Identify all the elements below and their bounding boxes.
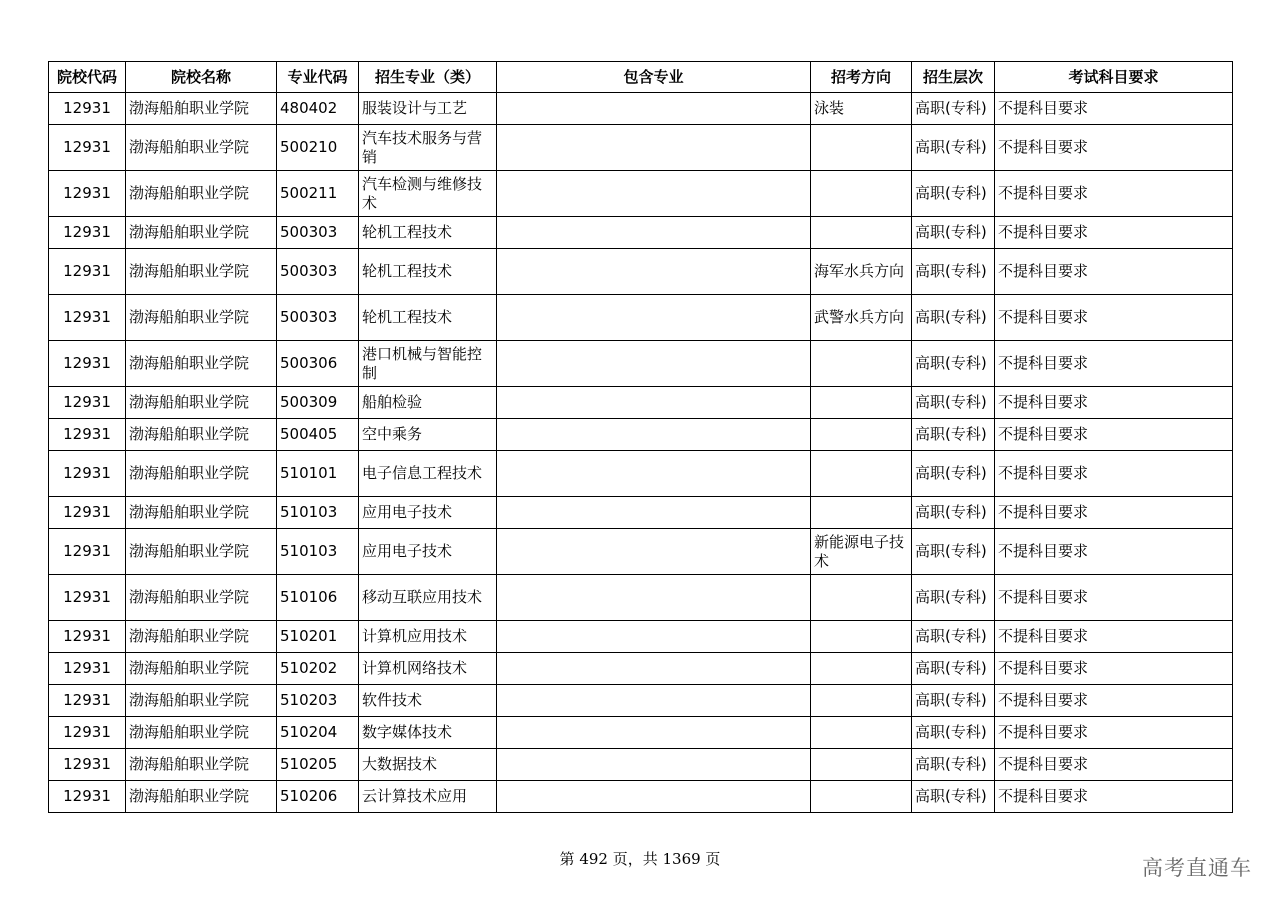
cell-major-code: 500306 xyxy=(277,341,359,387)
cell-school-name: 渤海船舶职业学院 xyxy=(126,749,277,781)
cell-major: 数字媒体技术 xyxy=(359,717,497,749)
cell-requirement: 不提科目要求 xyxy=(995,497,1233,529)
cell-major: 移动互联应用技术 xyxy=(359,575,497,621)
cell-level: 高职(专科) xyxy=(912,653,995,685)
table-row xyxy=(49,529,1233,575)
cell-level: 高职(专科) xyxy=(912,125,995,171)
table-row xyxy=(49,575,1233,621)
cell-school-code: 12931 xyxy=(49,653,126,685)
cell-major-code: 510206 xyxy=(277,781,359,813)
cell-requirement: 不提科目要求 xyxy=(995,419,1233,451)
table-row xyxy=(49,387,1233,419)
cell-level: 高职(专科) xyxy=(912,685,995,717)
cell-requirement: 不提科目要求 xyxy=(995,717,1233,749)
cell-direction xyxy=(811,749,912,781)
cell-school-name: 渤海船舶职业学院 xyxy=(126,451,277,497)
cell-level: 高职(专科) xyxy=(912,419,995,451)
cell-major-code: 510103 xyxy=(277,497,359,529)
cell-included xyxy=(497,93,811,125)
table-row xyxy=(49,621,1233,653)
table-row xyxy=(49,749,1233,781)
cell-major: 汽车技术服务与营销 xyxy=(359,125,497,171)
cell-major-code: 510201 xyxy=(277,621,359,653)
header-major: 招生专业（类） xyxy=(359,62,497,93)
header-level: 招生层次 xyxy=(912,62,995,93)
cell-major: 港口机械与智能控制 xyxy=(359,341,497,387)
cell-school-name: 渤海船舶职业学院 xyxy=(126,497,277,529)
cell-major-code: 510205 xyxy=(277,749,359,781)
cell-direction xyxy=(811,451,912,497)
cell-school-name: 渤海船舶职业学院 xyxy=(126,217,277,249)
cell-major: 轮机工程技术 xyxy=(359,295,497,341)
cell-included xyxy=(497,125,811,171)
cell-school-name: 渤海船舶职业学院 xyxy=(126,529,277,575)
cell-included xyxy=(497,387,811,419)
cell-school-code: 12931 xyxy=(49,781,126,813)
cell-major-code: 500303 xyxy=(277,217,359,249)
table-row xyxy=(49,93,1233,125)
cell-direction xyxy=(811,497,912,529)
cell-level: 高职(专科) xyxy=(912,341,995,387)
cell-major-code: 500309 xyxy=(277,387,359,419)
cell-major-code: 500303 xyxy=(277,295,359,341)
cell-major: 计算机应用技术 xyxy=(359,621,497,653)
cell-included xyxy=(497,217,811,249)
cell-included xyxy=(497,341,811,387)
table-row xyxy=(49,717,1233,749)
cell-major-code: 500210 xyxy=(277,125,359,171)
cell-major-code: 500211 xyxy=(277,171,359,217)
cell-school-name: 渤海船舶职业学院 xyxy=(126,171,277,217)
cell-included xyxy=(497,497,811,529)
cell-requirement: 不提科目要求 xyxy=(995,529,1233,575)
cell-included xyxy=(497,717,811,749)
cell-school-code: 12931 xyxy=(49,249,126,295)
header-school-code: 院校代码 xyxy=(49,62,126,93)
cell-direction xyxy=(811,781,912,813)
cell-level: 高职(专科) xyxy=(912,249,995,295)
cell-level: 高职(专科) xyxy=(912,749,995,781)
cell-requirement: 不提科目要求 xyxy=(995,621,1233,653)
cell-included xyxy=(497,419,811,451)
cell-school-name: 渤海船舶职业学院 xyxy=(126,125,277,171)
cell-major-code: 510106 xyxy=(277,575,359,621)
cell-level: 高职(专科) xyxy=(912,451,995,497)
header-school-name: 院校名称 xyxy=(126,62,277,93)
cell-level: 高职(专科) xyxy=(912,387,995,419)
header-requirement: 考试科目要求 xyxy=(995,62,1233,93)
header-major-code: 专业代码 xyxy=(277,62,359,93)
cell-direction: 新能源电子技术 xyxy=(811,529,912,575)
cell-major: 软件技术 xyxy=(359,685,497,717)
cell-level: 高职(专科) xyxy=(912,575,995,621)
cell-direction xyxy=(811,419,912,451)
header-direction: 招考方向 xyxy=(811,62,912,93)
cell-major: 电子信息工程技术 xyxy=(359,451,497,497)
table-row xyxy=(49,451,1233,497)
cell-school-name: 渤海船舶职业学院 xyxy=(126,419,277,451)
cell-requirement: 不提科目要求 xyxy=(995,749,1233,781)
cell-major: 应用电子技术 xyxy=(359,497,497,529)
cell-level: 高职(专科) xyxy=(912,295,995,341)
cell-requirement: 不提科目要求 xyxy=(995,217,1233,249)
header-included: 包含专业 xyxy=(497,62,811,93)
cell-direction: 泳装 xyxy=(811,93,912,125)
cell-direction xyxy=(811,653,912,685)
cell-major: 汽车检测与维修技术 xyxy=(359,171,497,217)
cell-requirement: 不提科目要求 xyxy=(995,387,1233,419)
cell-major-code: 500303 xyxy=(277,249,359,295)
cell-school-code: 12931 xyxy=(49,451,126,497)
admissions-table xyxy=(48,61,1233,813)
cell-major: 大数据技术 xyxy=(359,749,497,781)
cell-major-code: 510103 xyxy=(277,529,359,575)
cell-included xyxy=(497,749,811,781)
cell-requirement: 不提科目要求 xyxy=(995,653,1233,685)
cell-requirement: 不提科目要求 xyxy=(995,575,1233,621)
table-row xyxy=(49,295,1233,341)
cell-school-code: 12931 xyxy=(49,497,126,529)
cell-school-name: 渤海船舶职业学院 xyxy=(126,685,277,717)
cell-major: 应用电子技术 xyxy=(359,529,497,575)
page-footer: 第 492 页，共 1369 页 xyxy=(559,850,721,868)
cell-school-code: 12931 xyxy=(49,575,126,621)
cell-included xyxy=(497,295,811,341)
cell-school-code: 12931 xyxy=(49,93,126,125)
cell-school-name: 渤海船舶职业学院 xyxy=(126,341,277,387)
cell-major: 空中乘务 xyxy=(359,419,497,451)
cell-direction xyxy=(811,217,912,249)
table-row xyxy=(49,217,1233,249)
cell-level: 高职(专科) xyxy=(912,171,995,217)
table-row xyxy=(49,125,1233,171)
cell-school-name: 渤海船舶职业学院 xyxy=(126,653,277,685)
cell-school-name: 渤海船舶职业学院 xyxy=(126,621,277,653)
cell-direction xyxy=(811,717,912,749)
cell-requirement: 不提科目要求 xyxy=(995,295,1233,341)
cell-school-code: 12931 xyxy=(49,529,126,575)
cell-direction xyxy=(811,387,912,419)
cell-school-code: 12931 xyxy=(49,621,126,653)
table-row xyxy=(49,171,1233,217)
cell-level: 高职(专科) xyxy=(912,621,995,653)
cell-direction xyxy=(811,171,912,217)
cell-included xyxy=(497,451,811,497)
cell-included xyxy=(497,685,811,717)
cell-school-code: 12931 xyxy=(49,125,126,171)
cell-school-name: 渤海船舶职业学院 xyxy=(126,717,277,749)
cell-school-code: 12931 xyxy=(49,387,126,419)
cell-school-code: 12931 xyxy=(49,749,126,781)
cell-school-name: 渤海船舶职业学院 xyxy=(126,93,277,125)
cell-level: 高职(专科) xyxy=(912,93,995,125)
cell-major-code: 510204 xyxy=(277,717,359,749)
watermark: 高考直通车 xyxy=(1142,856,1252,880)
cell-major: 船舶检验 xyxy=(359,387,497,419)
cell-school-name: 渤海船舶职业学院 xyxy=(126,387,277,419)
cell-included xyxy=(497,529,811,575)
cell-school-name: 渤海船舶职业学院 xyxy=(126,249,277,295)
cell-requirement: 不提科目要求 xyxy=(995,249,1233,295)
cell-direction: 海军水兵方向 xyxy=(811,249,912,295)
cell-direction xyxy=(811,621,912,653)
cell-school-code: 12931 xyxy=(49,217,126,249)
cell-major-code: 480402 xyxy=(277,93,359,125)
cell-included xyxy=(497,621,811,653)
cell-requirement: 不提科目要求 xyxy=(995,781,1233,813)
cell-level: 高职(专科) xyxy=(912,529,995,575)
cell-major: 服装设计与工艺 xyxy=(359,93,497,125)
cell-school-name: 渤海船舶职业学院 xyxy=(126,295,277,341)
cell-included xyxy=(497,171,811,217)
cell-school-code: 12931 xyxy=(49,171,126,217)
cell-direction xyxy=(811,685,912,717)
cell-included xyxy=(497,781,811,813)
table-row xyxy=(49,685,1233,717)
cell-requirement: 不提科目要求 xyxy=(995,685,1233,717)
cell-direction xyxy=(811,125,912,171)
cell-school-code: 12931 xyxy=(49,295,126,341)
table-row xyxy=(49,249,1233,295)
cell-requirement: 不提科目要求 xyxy=(995,171,1233,217)
cell-included xyxy=(497,249,811,295)
cell-requirement: 不提科目要求 xyxy=(995,93,1233,125)
cell-included xyxy=(497,653,811,685)
cell-direction xyxy=(811,341,912,387)
cell-major: 计算机网络技术 xyxy=(359,653,497,685)
cell-major: 轮机工程技术 xyxy=(359,249,497,295)
cell-school-code: 12931 xyxy=(49,685,126,717)
table-row xyxy=(49,781,1233,813)
cell-requirement: 不提科目要求 xyxy=(995,125,1233,171)
cell-major-code: 500405 xyxy=(277,419,359,451)
cell-major: 轮机工程技术 xyxy=(359,217,497,249)
cell-level: 高职(专科) xyxy=(912,497,995,529)
cell-major: 云计算技术应用 xyxy=(359,781,497,813)
cell-school-code: 12931 xyxy=(49,717,126,749)
cell-included xyxy=(497,575,811,621)
cell-level: 高职(专科) xyxy=(912,217,995,249)
cell-direction xyxy=(811,575,912,621)
cell-school-name: 渤海船舶职业学院 xyxy=(126,575,277,621)
cell-requirement: 不提科目要求 xyxy=(995,341,1233,387)
cell-school-code: 12931 xyxy=(49,419,126,451)
cell-level: 高职(专科) xyxy=(912,717,995,749)
header-row xyxy=(49,62,1233,93)
table-row xyxy=(49,341,1233,387)
cell-direction: 武警水兵方向 xyxy=(811,295,912,341)
cell-major-code: 510202 xyxy=(277,653,359,685)
cell-school-name: 渤海船舶职业学院 xyxy=(126,781,277,813)
table-row xyxy=(49,419,1233,451)
cell-major-code: 510101 xyxy=(277,451,359,497)
cell-level: 高职(专科) xyxy=(912,781,995,813)
table-row xyxy=(49,497,1233,529)
table-row xyxy=(49,653,1233,685)
cell-requirement: 不提科目要求 xyxy=(995,451,1233,497)
cell-school-code: 12931 xyxy=(49,341,126,387)
cell-major-code: 510203 xyxy=(277,685,359,717)
